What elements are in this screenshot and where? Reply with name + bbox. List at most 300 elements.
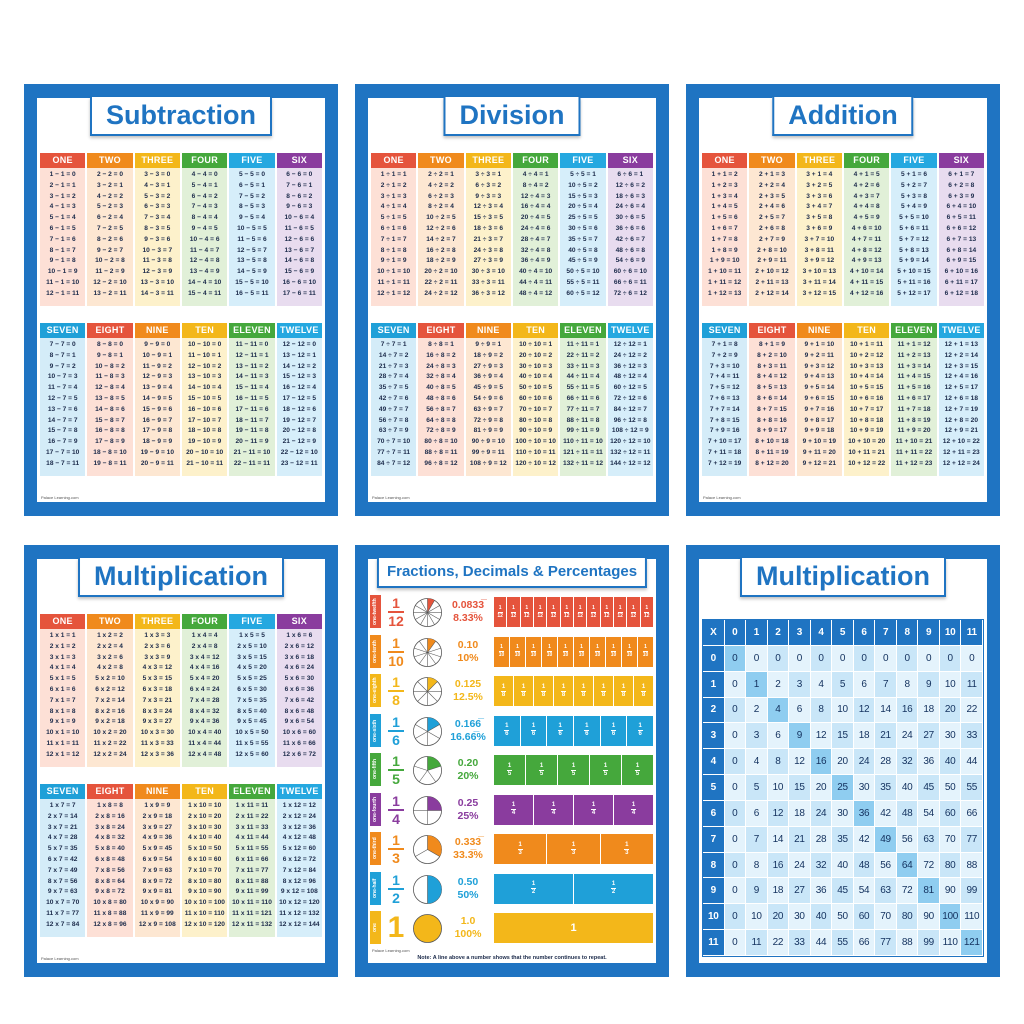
fact-cell: 9 ÷ 3 = 3 — [475, 192, 502, 200]
segment-numerator: 1 — [580, 644, 583, 650]
segment-denominator: 12 — [617, 612, 623, 619]
fact-cell: 20 − 10 = 10 — [186, 448, 224, 456]
fact-cell: 12 − 11 = 1 — [235, 351, 269, 359]
fraction-segment — [542, 637, 557, 667]
grid-row-header: 8 — [703, 853, 725, 879]
fact-cell: 3 + 9 = 12 — [804, 257, 835, 265]
fact-cell: 12 − 1 = 11 — [46, 289, 80, 297]
grid-row-header: 4 — [703, 749, 725, 775]
table-column — [40, 784, 85, 937]
segment-numerator: 1 — [641, 683, 646, 690]
fact-cell: 10 x 1 = 10 — [46, 729, 80, 737]
fact-cell: 3 + 7 = 10 — [804, 235, 835, 243]
grid-cell: 27 — [789, 878, 811, 904]
fact-cell: 8 + 8 = 16 — [757, 416, 787, 424]
fact-cell: 12 x 1 = 12 — [46, 750, 80, 758]
fact-cell: 10 x 7 = 70 — [46, 899, 80, 907]
percent-value: 12.5% — [453, 691, 483, 703]
grid-cell: 6 — [746, 801, 768, 827]
grid-cell: 48 — [897, 801, 919, 827]
fact-cell: 45 ÷ 5 = 9 — [568, 257, 598, 265]
table-column — [702, 153, 747, 306]
grid-cell: 99 — [918, 930, 940, 956]
multiplication-grid-poster — [686, 545, 1000, 977]
grid-cell: 20 — [832, 749, 854, 775]
fact-cell: 7 + 8 = 15 — [709, 416, 740, 424]
column-body — [608, 168, 653, 306]
segment-denominator: 12 — [643, 612, 650, 619]
fact-cell: 10 x 8 = 80 — [93, 899, 127, 907]
fact-cell: 22 ÷ 11 = 2 — [566, 351, 600, 359]
fact-cell: 10 + 3 = 13 — [849, 362, 884, 370]
fact-cell: 7 − 5 = 2 — [238, 192, 265, 200]
fact-cell: 5 − 2 = 3 — [96, 203, 123, 211]
fact-cell: 12 x 11 = 132 — [231, 920, 273, 928]
table-column — [466, 323, 511, 476]
decimal-value: 0.50 — [457, 875, 479, 888]
fact-cell: 14 − 3 = 11 — [140, 289, 174, 297]
fact-cell: 3 + 3 = 6 — [806, 192, 833, 200]
fact-cell: 11 + 5 = 16 — [897, 384, 931, 392]
column-header: SEVEN — [40, 784, 85, 799]
grid-cell: 25 — [832, 775, 854, 801]
table-column — [182, 614, 227, 767]
segment-numerator: 1 — [611, 881, 616, 887]
fraction-segment — [614, 597, 626, 627]
grid-cell: 64 — [897, 853, 919, 879]
denominator: 10 — [388, 652, 404, 669]
fact-cell: 1 ÷ 1 = 1 — [380, 171, 407, 178]
fact-cell: 11 − 9 = 2 — [142, 362, 172, 370]
segment-numerator: 1 — [601, 683, 606, 690]
fact-cell: 4 − 3 = 1 — [144, 181, 171, 189]
fact-cell: 110 ÷ 10 = 11 — [515, 448, 556, 456]
fraction-segment — [526, 637, 541, 667]
grid-row-header: 0 — [703, 646, 725, 672]
fact-cell: 9 x 1 = 9 — [49, 718, 76, 726]
fact-cell: 4 x 11 = 44 — [235, 834, 269, 842]
segment-denominator: 3 — [571, 849, 576, 856]
grid-cell: 12 — [854, 698, 876, 724]
column-body — [182, 629, 227, 767]
fraction-pie — [412, 755, 443, 786]
fact-cell: 7 + 7 = 14 — [709, 405, 740, 413]
fact-cell: 6 x 4 = 24 — [189, 685, 220, 693]
fact-cell: 7 + 11 = 18 — [708, 448, 742, 456]
fraction-segment — [561, 597, 573, 627]
grid-cell: 33 — [789, 930, 811, 956]
fact-cell: 121 ÷ 11 = 11 — [563, 448, 603, 456]
segment-numerator: 1 — [565, 604, 569, 611]
grid-cell: 35 — [875, 775, 897, 801]
fraction-segment — [521, 597, 533, 627]
fact-cell: 18 ÷ 2 = 9 — [426, 257, 456, 265]
fact-cell: 6 + 3 = 9 — [948, 192, 975, 200]
fact-cell: 1 x 12 = 12 — [282, 802, 316, 809]
segment-numerator: 1 — [512, 604, 515, 611]
fact-cell: 6 x 5 = 30 — [237, 685, 267, 693]
fact-cell: 11 x 1 = 11 — [46, 739, 79, 747]
segment-denominator: 12 — [537, 612, 543, 619]
segment-numerator: 1 — [539, 762, 544, 769]
fact-cell: 10 x 6 = 60 — [282, 729, 316, 737]
segment-numerator: 1 — [507, 762, 512, 769]
grid-cell: 24 — [789, 853, 811, 879]
segment-denominator: 8 — [581, 691, 586, 698]
fact-cell: 1 + 6 = 7 — [711, 224, 738, 232]
grid-cell: 32 — [811, 853, 833, 879]
fact-cell: 88 ÷ 8 = 11 — [424, 448, 458, 456]
fact-cell: 9 − 6 = 3 — [286, 203, 313, 211]
fraction-value — [383, 596, 409, 628]
fact-cell: 5 x 4 = 20 — [189, 675, 220, 683]
fact-cell: 15 − 7 = 8 — [47, 427, 78, 435]
fact-cell: 2 x 4 = 8 — [191, 642, 218, 650]
fact-cell: 144 ÷ 12 = 12 — [610, 459, 651, 467]
fact-cell: 9 x 11 = 99 — [235, 888, 269, 896]
fact-cell: 9 ÷ 1 = 9 — [380, 257, 407, 265]
fact-cell: 4 x 1 = 4 — [49, 664, 76, 672]
fraction-side-label: one-tenth — [370, 635, 381, 668]
fact-cell: 21 − 10 = 11 — [186, 459, 223, 467]
segment-denominator: 6 — [585, 731, 589, 737]
fact-cell: 6 ÷ 6 = 1 — [617, 171, 644, 178]
fraction-row — [370, 793, 654, 828]
fact-cell: 6 x 11 = 66 — [235, 855, 269, 863]
fact-cell: 12 ÷ 4 = 3 — [520, 192, 551, 200]
numerator: 1 — [392, 753, 400, 769]
fact-cell: 17 − 12 = 5 — [282, 394, 316, 402]
fact-cell: 2 + 8 = 10 — [757, 246, 787, 254]
grid-cell: 88 — [897, 930, 919, 956]
grid-cell: 6 — [768, 723, 790, 749]
fact-cell: 14 − 5 = 9 — [237, 268, 267, 276]
column-header: TWO — [87, 153, 132, 168]
fraction-segment — [574, 637, 589, 667]
pie-slice — [428, 875, 442, 903]
fact-cell: 6 + 7 = 13 — [946, 235, 977, 243]
grid-row-header: 10 — [703, 904, 725, 930]
column-header: TWELVE — [608, 323, 653, 338]
fact-cell: 14 − 11 = 3 — [235, 373, 269, 381]
fact-cell: 5 + 2 = 7 — [900, 181, 927, 189]
decimal-percent — [446, 678, 490, 704]
fraction-side-label: one-half — [370, 872, 381, 905]
fact-cell: 120 ÷ 10 = 12 — [515, 459, 556, 467]
column-body — [749, 168, 794, 306]
column-body — [229, 168, 274, 306]
grid-cell: 18 — [768, 878, 790, 904]
fact-cell: 36 ÷ 6 = 6 — [615, 224, 646, 232]
fact-cell: 1 x 8 = 8 — [97, 802, 123, 809]
fact-cell: 7 − 2 = 5 — [96, 224, 123, 232]
fact-cell: 12 − 4 = 8 — [189, 257, 220, 265]
fact-cell: 4 x 2 = 8 — [97, 664, 123, 672]
segment-denominator: 4 — [511, 810, 516, 816]
fact-cell: 12 x 10 = 120 — [184, 920, 225, 928]
fraction-bars — [494, 913, 653, 943]
table-column — [277, 153, 322, 306]
fact-cell: 5 x 8 = 40 — [95, 845, 125, 853]
fact-cell: 12 x 12 = 144 — [279, 920, 320, 928]
fact-cell: 5 x 12 = 60 — [282, 845, 316, 853]
grid-cell: 0 — [746, 646, 768, 672]
fraction-row — [370, 674, 654, 709]
fact-cell: 13 − 2 = 11 — [93, 289, 127, 297]
whole-number: 1 — [387, 911, 405, 944]
fact-cell: 11 x 2 = 22 — [93, 739, 127, 747]
fact-cell: 6 − 4 = 2 — [191, 192, 218, 200]
column-header: ONE — [371, 153, 416, 168]
fact-cell: 9 ÷ 9 = 1 — [475, 341, 502, 348]
fact-cell: 4 ÷ 4 = 1 — [522, 171, 549, 178]
column-body — [135, 799, 180, 937]
grid-cell: 0 — [725, 646, 747, 672]
percent-value: 25% — [457, 809, 479, 822]
fact-cell: 5 x 1 = 5 — [49, 675, 76, 683]
fraction-side-label: one-fifth — [370, 753, 381, 786]
footer-text: Palace Learning.com — [703, 495, 741, 500]
segment-numerator: 1 — [505, 723, 509, 729]
grid-corner: X — [703, 620, 725, 646]
fraction-bars — [494, 716, 653, 746]
fact-cell: 11 x 9 = 99 — [140, 909, 174, 917]
fact-cell: 70 ÷ 7 = 10 — [377, 438, 411, 446]
fact-cell: 12 − 7 = 5 — [47, 394, 78, 402]
fact-cell: 6 ÷ 1 = 6 — [380, 224, 407, 232]
segment-denominator: 8 — [521, 691, 526, 698]
fact-cell: 2 x 7 = 14 — [47, 812, 78, 820]
table-column — [40, 614, 85, 767]
column-body — [844, 168, 889, 306]
segment-denominator: 4 — [591, 810, 596, 816]
column-header: ONE — [702, 153, 747, 168]
segment-denominator: 10 — [546, 652, 553, 658]
column-body — [229, 799, 274, 937]
fact-cell: 30 ÷ 6 = 5 — [615, 214, 646, 222]
column-body — [87, 799, 132, 937]
fact-cell: 10 − 3 = 7 — [142, 246, 173, 254]
grid-cell: 24 — [854, 749, 876, 775]
grid-cell: 4 — [746, 749, 768, 775]
fact-cell: 4 + 2 = 6 — [853, 181, 880, 189]
fact-cell: 11 − 5 = 6 — [237, 235, 267, 243]
column-body — [702, 338, 747, 476]
column-body — [135, 629, 180, 767]
fact-cell: 11 x 3 = 33 — [140, 739, 174, 747]
segment-denominator: 2 — [611, 889, 616, 895]
fact-cell: 13 − 4 = 9 — [189, 268, 220, 276]
segment-denominator: 6 — [531, 731, 536, 737]
fact-cell: 7 x 1 = 7 — [49, 696, 76, 704]
grid-cell: 90 — [918, 904, 940, 930]
table-column — [229, 614, 274, 767]
fact-cell: 21 − 11 = 10 — [233, 448, 271, 456]
grid-cell: 7 — [875, 672, 897, 698]
grid-cell: 12 — [768, 801, 790, 827]
table-block-2 — [40, 323, 322, 476]
grid-cell: 0 — [725, 878, 747, 904]
column-body — [418, 338, 463, 476]
segment-denominator: 10 — [594, 652, 601, 658]
fraction-segment — [574, 874, 653, 904]
percent-value: 20% — [457, 770, 479, 782]
fact-cell: 11 x 4 = 44 — [188, 739, 222, 747]
segment-numerator: 1 — [531, 881, 536, 887]
grid-cell: 0 — [918, 646, 940, 672]
poster-inner — [368, 559, 656, 963]
fact-cell: 11 + 2 = 13 — [897, 351, 931, 359]
fact-cell: 4 x 8 = 32 — [95, 834, 125, 842]
fraction-segment — [601, 834, 653, 864]
decimal-percent — [446, 836, 490, 862]
fact-cell: 6 x 10 = 60 — [188, 855, 222, 863]
fact-cell: 6 + 6 = 12 — [946, 224, 977, 232]
fact-cell: 1 x 3 = 3 — [144, 632, 171, 639]
fact-cell: 56 ÷ 8 = 7 — [426, 405, 456, 413]
fact-cell: 100 ÷ 10 = 10 — [515, 438, 556, 446]
fraction-bars — [494, 755, 653, 785]
column-body — [844, 338, 889, 476]
fact-cell: 8 − 6 = 2 — [286, 192, 313, 200]
fact-cell: 30 ÷ 5 = 6 — [568, 224, 598, 232]
fact-cell: 3 x 11 = 33 — [235, 823, 269, 831]
table-column — [371, 323, 416, 476]
fact-cell: 4 − 1 = 3 — [49, 203, 76, 211]
fraction-segment — [494, 913, 653, 943]
fact-cell: 60 ÷ 12 = 5 — [613, 384, 647, 392]
fact-cell: 15 − 10 = 5 — [187, 394, 222, 402]
fact-cell: 1 + 5 = 6 — [711, 214, 738, 222]
fact-cell: 16 ÷ 8 = 2 — [426, 351, 456, 359]
fact-cell: 11 + 9 = 20 — [897, 427, 931, 435]
column-header: FIVE — [560, 153, 605, 168]
segment-numerator: 1 — [541, 683, 546, 690]
grid-row-header: 5 — [703, 775, 725, 801]
column-body — [135, 168, 180, 306]
grid-cell: 18 — [854, 723, 876, 749]
fact-cell: 40 ÷ 4 = 10 — [519, 268, 553, 276]
segment-denominator: 6 — [505, 731, 509, 737]
fact-cell: 9 + 6 = 15 — [804, 394, 835, 402]
column-body — [40, 338, 85, 476]
fact-cell: 13 − 8 = 5 — [95, 394, 125, 402]
segment-denominator: 10 — [530, 652, 537, 658]
fact-cell: 15 − 5 = 10 — [235, 278, 269, 286]
fact-cell: 2 x 3 = 6 — [144, 642, 171, 650]
fact-cell: 6 x 12 = 72 — [282, 855, 316, 863]
fact-cell: 8 x 9 = 72 — [142, 877, 173, 885]
fact-cell: 8 ÷ 8 = 1 — [428, 341, 454, 348]
fact-cell: 11 − 8 = 3 — [95, 373, 125, 381]
fact-cell: 88 ÷ 11 = 8 — [566, 416, 600, 424]
grid-cell: 56 — [897, 827, 919, 853]
fact-cell: 7 + 10 = 17 — [707, 438, 742, 446]
numerator: 1 — [392, 595, 400, 611]
fact-cell: 11 x 12 = 132 — [279, 909, 320, 917]
column-body — [87, 629, 132, 767]
grid-cell: 35 — [832, 827, 854, 853]
grid-col-header: 3 — [789, 620, 811, 646]
grid-cell: 20 — [811, 775, 833, 801]
table-column — [939, 323, 984, 476]
column-body — [702, 168, 747, 306]
fact-cell: 4 + 8 = 12 — [851, 246, 882, 254]
segment-numerator: 1 — [500, 644, 503, 650]
column-header: EIGHT — [418, 323, 463, 338]
grid-cell: 63 — [918, 827, 940, 853]
grid-cell: 0 — [832, 646, 854, 672]
grid-cell: 18 — [789, 801, 811, 827]
table-column — [560, 153, 605, 306]
column-header: EIGHT — [87, 784, 132, 799]
multiplication-grid — [702, 619, 984, 957]
fact-cell: 54 ÷ 9 = 6 — [473, 394, 504, 402]
fact-cell: 1 x 6 = 6 — [286, 632, 313, 639]
fraction-segment — [554, 676, 573, 706]
fraction-segment — [614, 676, 633, 706]
column-body — [277, 629, 322, 767]
fact-cell: 10 − 10 = 0 — [187, 341, 222, 348]
column-header: SEVEN — [40, 323, 85, 338]
fraction-segment — [587, 597, 599, 627]
fact-cell: 15 − 8 = 7 — [95, 416, 125, 424]
fact-cell: 7 x 3 = 21 — [142, 696, 173, 704]
fact-cell: 13 − 7 = 6 — [47, 405, 78, 413]
segment-denominator: 5 — [539, 770, 544, 777]
fact-cell: 10 + 6 = 16 — [849, 394, 884, 402]
pie-slice — [428, 796, 442, 810]
fact-cell: 5 + 10 = 15 — [897, 268, 931, 276]
column-header: EIGHT — [87, 323, 132, 338]
fact-cell: 16 − 11 = 5 — [235, 394, 269, 402]
segment-numerator: 1 — [581, 683, 586, 690]
fact-cell: 1 + 10 = 11 — [708, 268, 742, 276]
fact-cell: 2 + 12 = 14 — [755, 289, 789, 297]
fact-cell: 27 ÷ 3 = 9 — [473, 257, 504, 265]
grid-cell: 10 — [832, 698, 854, 724]
grid-cell: 60 — [854, 904, 876, 930]
fact-cell: 90 ÷ 10 = 9 — [519, 427, 553, 435]
fact-cell: 16 − 12 = 4 — [282, 384, 316, 392]
fact-cell: 23 − 12 = 11 — [280, 459, 318, 467]
grid-cell: 9 — [746, 878, 768, 904]
fact-cell: 12 x 7 = 84 — [46, 920, 80, 928]
fact-cell: 9 − 7 = 2 — [49, 362, 76, 370]
fact-cell: 48 ÷ 6 = 8 — [615, 246, 646, 254]
segment-denominator: 12 — [564, 612, 570, 619]
fraction-row — [370, 911, 654, 946]
fact-cell: 50 ÷ 10 = 5 — [519, 384, 553, 392]
fact-cell: 3 + 2 = 5 — [806, 181, 833, 189]
grid-cell: 2 — [746, 698, 768, 724]
decimal-value: 0.333̅ — [454, 836, 482, 848]
grid-cell: 54 — [854, 878, 876, 904]
column-header: EIGHT — [749, 323, 794, 338]
fraction-side-label: one-fourth — [370, 793, 381, 826]
fact-cell: 8 + 1 = 9 — [758, 341, 785, 348]
fraction-value — [383, 754, 409, 786]
column-header: ELEVEN — [229, 784, 274, 799]
fraction-row — [370, 714, 654, 749]
segment-numerator: 1 — [635, 762, 640, 769]
fact-cell: 4 x 7 = 28 — [47, 834, 78, 842]
fact-cell: 7 ÷ 1 = 7 — [380, 235, 407, 243]
table-column — [608, 153, 653, 306]
table-column — [277, 323, 322, 476]
grid-cell: 1 — [746, 672, 768, 698]
fact-cell: 10 ÷ 2 = 5 — [426, 214, 456, 222]
